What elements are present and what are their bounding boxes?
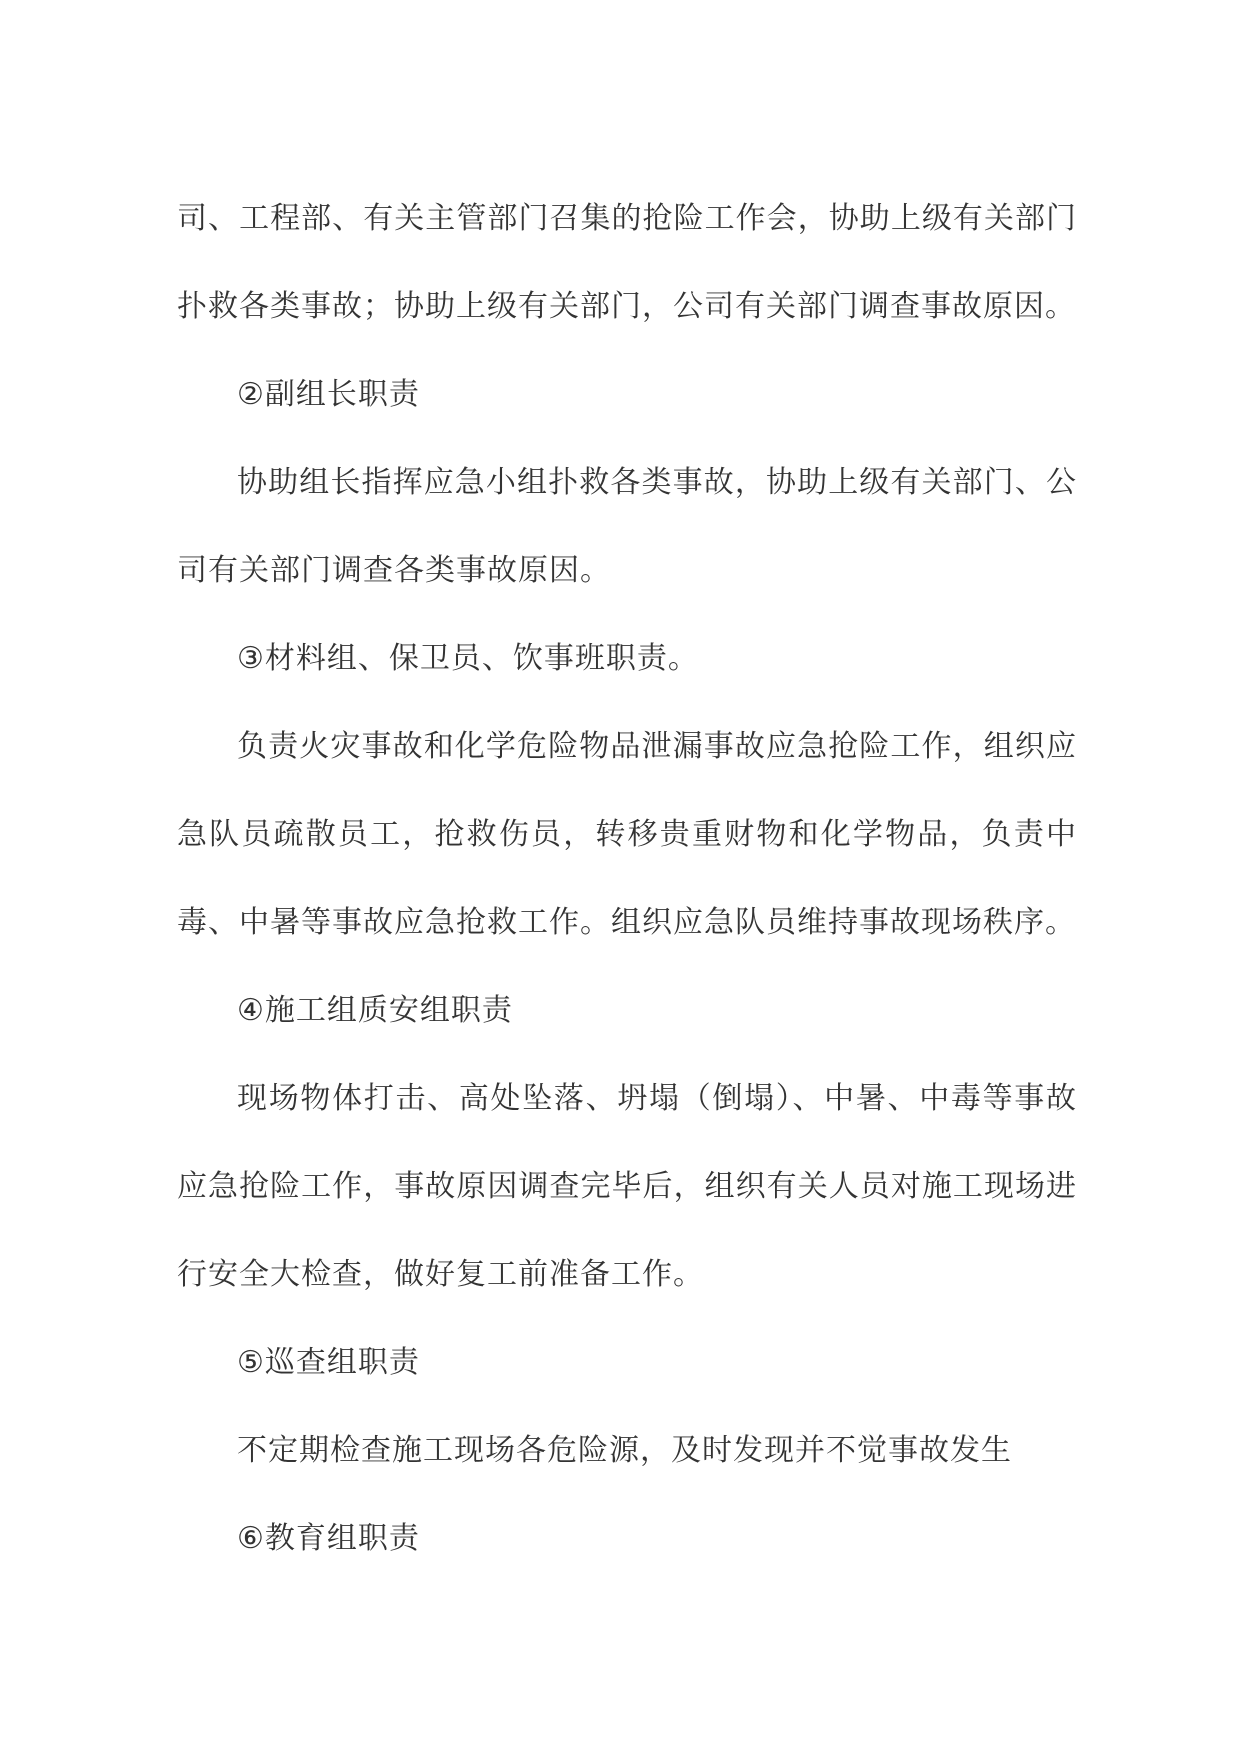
heading-vice-leader-duties: ②副组长职责 bbox=[237, 377, 420, 412]
paragraph-vice-leader-duties: 协助组长指挥应急小组扑救各类事故，协助上级有关部门、公司有关部门调查各类事故原因。 bbox=[177, 465, 1077, 588]
heading-construction-quality-safety-duties: ④施工组质安组职责 bbox=[237, 993, 513, 1028]
heading-education-group-duties: ⑥教育组职责 bbox=[237, 1521, 420, 1556]
paragraph-continuation: 司、工程部、有关主管部门召集的抢险工作会，协助上级有关部门扑救各类事故；协助上级有关部门，公司有关部门调查事故原因。 bbox=[177, 201, 1077, 324]
paragraph-construction-quality-safety-duties: 现场物体打击、高处坠落、坍塌（倒塌）、中暑、中毒等事故应急抢险工作，事故原因调查完毕后，组织有关人员对施工现场进行安全大检查，做好复工前准备工作。 bbox=[177, 1081, 1077, 1292]
paragraph-inspection-group-duties: 不定期检查施工现场各危险源，及时发现并不觉事故发生 bbox=[237, 1433, 1012, 1468]
heading-materials-security-kitchen-duties: ③材料组、保卫员、饮事班职责。 bbox=[237, 641, 699, 676]
paragraph-materials-security-kitchen-duties: 负责火灾事故和化学危险物品泄漏事故应急抢险工作，组织应急队员疏散员工，抢救伤员，转移贵重财物和化学物品，负责中毒、中暑等事故应急抢救工作。组织应急队员维持事故现场秩序。 bbox=[177, 729, 1077, 940]
document-body bbox=[177, 175, 1077, 1583]
heading-inspection-group-duties: ⑤巡查组职责 bbox=[237, 1345, 420, 1380]
